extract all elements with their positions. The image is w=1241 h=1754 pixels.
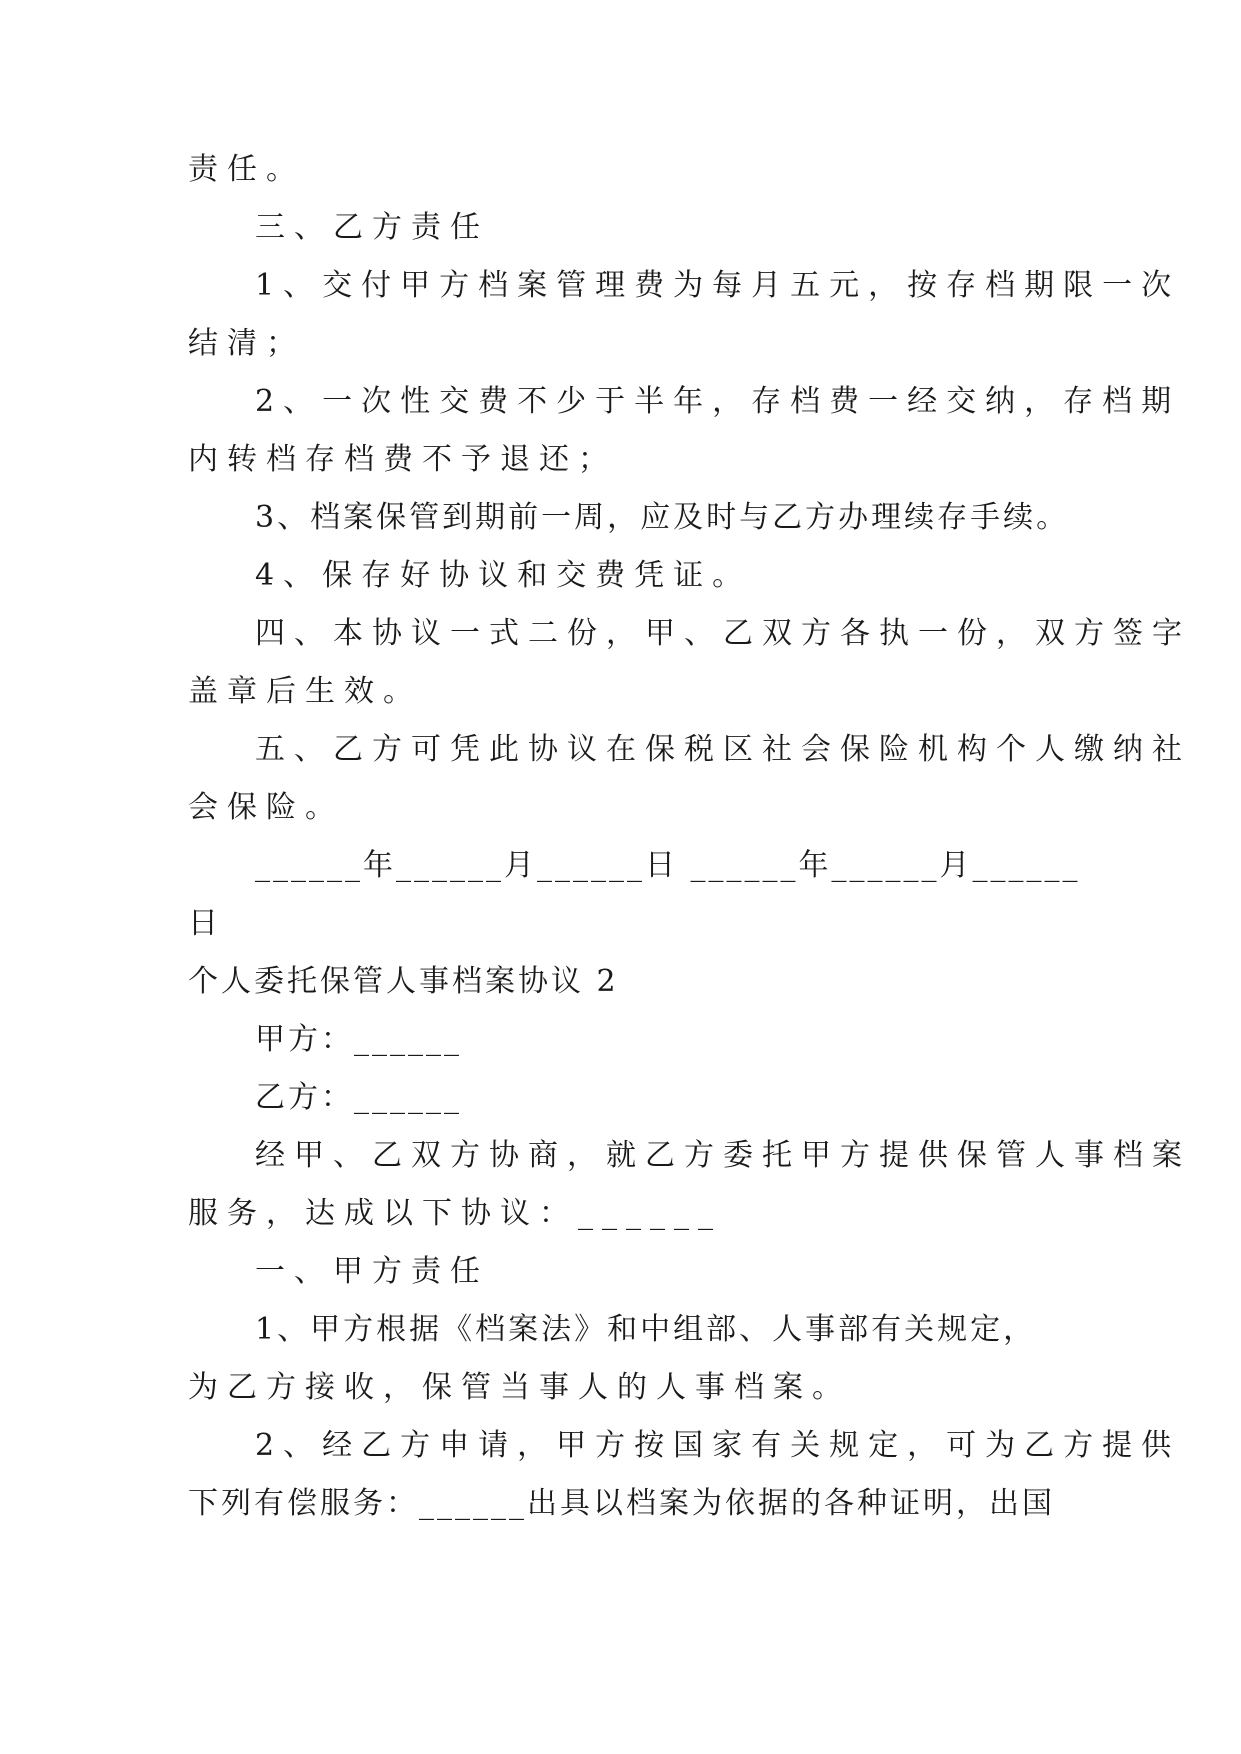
- party-a-line: 甲方：______: [255, 1022, 462, 1057]
- text-line: 1、交付甲方档案管理费为每月五元，按存档期限一次: [255, 268, 1181, 303]
- text-line: 盖章后生效。: [188, 674, 422, 709]
- text-line: 2、一次性交费不少于半年，存档费一经交纳，存档期: [255, 384, 1181, 419]
- text-line: 日: [188, 906, 227, 941]
- text-line: 五、乙方可凭此协议在保税区社会保险机构个人缴纳社: [255, 732, 1191, 767]
- date-line: ______年______月______日 ______年______月______: [255, 848, 1081, 883]
- text-line: 1、甲方根据《档案法》和中组部、人事部有关规定，: [255, 1312, 1037, 1347]
- text-line: 下列有偿服务：______出具以档案为依据的各种证明，出国: [188, 1486, 1055, 1521]
- text-line: 内转档存档费不予退还；: [188, 442, 617, 477]
- document-title: 个人委托保管人事档案协议 2: [188, 964, 619, 999]
- text-line: 经甲、乙双方协商，就乙方委托甲方提供保管人事档案: [255, 1138, 1191, 1173]
- text-line: 责任。: [188, 152, 305, 187]
- text-line: 2、经乙方申请，甲方按国家有关规定，可为乙方提供: [255, 1428, 1181, 1463]
- text-line: 会保险。: [188, 790, 344, 825]
- text-line: 四、本协议一式二份，甲、乙双方各执一份，双方签字: [255, 616, 1191, 651]
- party-b-line: 乙方：______: [255, 1080, 462, 1115]
- section-heading: 一、甲方责任: [255, 1254, 489, 1289]
- text-line: 3、档案保管到期前一周，应及时与乙方办理续存手续。: [255, 500, 1070, 535]
- section-heading: 三、乙方责任: [255, 210, 489, 245]
- text-line: 4、保存好协议和交费凭证。: [255, 558, 752, 593]
- text-line: 为乙方接收，保管当事人的人事档案。: [188, 1370, 851, 1405]
- text-line: 结清；: [188, 326, 305, 361]
- text-line: 服务，达成以下协议：______: [188, 1196, 722, 1231]
